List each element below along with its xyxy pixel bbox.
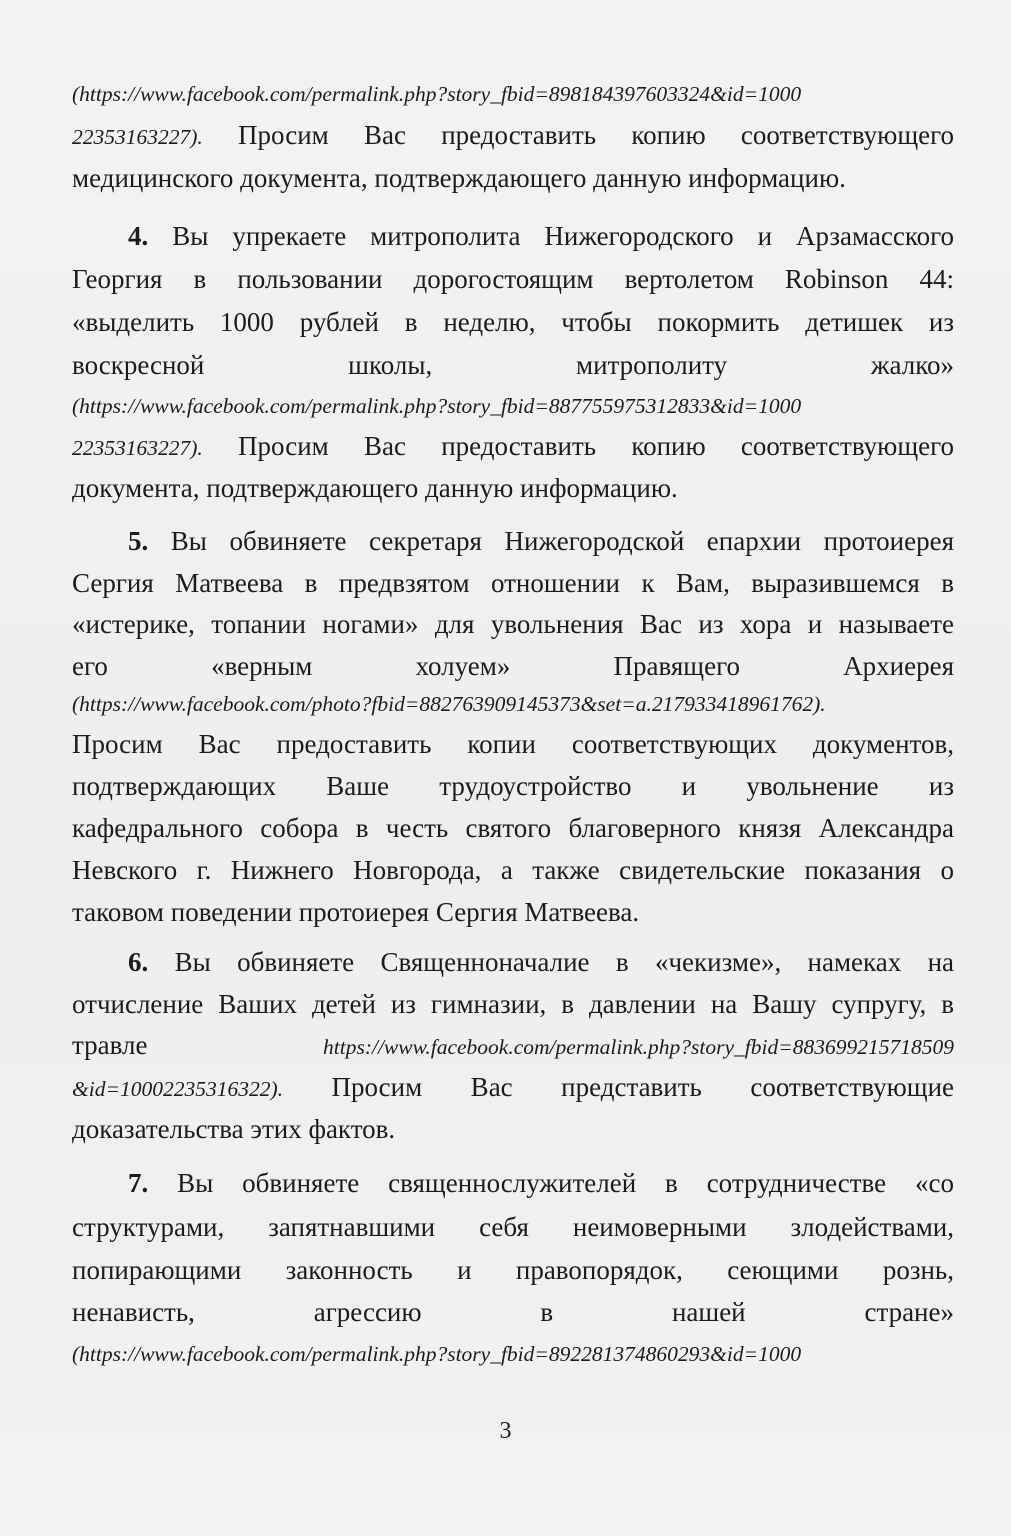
text-line <box>72 115 954 155</box>
text-line: попирающими законность и правопорядок, сеющими рознь, <box>72 1255 954 1285</box>
text-line: его «верным холуем» Правящего Архиерея <box>72 651 954 681</box>
item-6-first-line <box>128 942 954 982</box>
text-line <box>72 1025 954 1065</box>
url-line: (https://www.facebook.com/permalink.php?story_fbid=887755975312833&id=1000 <box>72 394 802 418</box>
page-number: 3 <box>499 1418 512 1444</box>
text-fragment: травле <box>72 1030 148 1060</box>
text-line: Сергия Матвеева в предвзятом отношении к Вам, выразившемся в <box>72 568 954 598</box>
item-number: 7. <box>128 1168 149 1198</box>
text-line: Георгия в пользовании дорогостоящим вертолетом Robinson 44: <box>72 264 954 294</box>
text-line <box>72 1067 954 1107</box>
text-fragment: Вы упрекаете митрополита Нижегородского и Арзамасского <box>172 221 954 251</box>
url-fragment: 22353163227). <box>72 125 203 149</box>
text-line: Невского г. Нижнего Новгорода, а также свидетельские показания о <box>72 855 954 885</box>
item-number: 5. <box>128 526 149 556</box>
item-5-first-line <box>128 521 954 561</box>
text-line <box>72 426 954 466</box>
paragraph-end-line: документа, подтверждающего данную информацию. <box>72 473 678 503</box>
text-fragment: Просим Вас представить соответствующие <box>331 1072 954 1102</box>
text-fragment: Просим Вас предоставить копию соответствующего <box>238 431 954 461</box>
url-fragment: 22353163227). <box>72 436 203 460</box>
text-line: подтверждающих Ваше трудоустройство и увольнение из <box>72 771 954 801</box>
url-line: (https://www.facebook.com/permalink.php?story_fbid=898184397603324&id=1000 <box>72 82 802 106</box>
paragraph-end-line: медицинского документа, подтверждающего данную информацию. <box>72 163 846 193</box>
text-line: отчисление Ваших детей из гимназии, в давлении на Вашу супругу, в <box>72 989 954 1019</box>
url-line: (https://www.facebook.com/photo?fbid=882763909145373&set=a.217933418961762). <box>72 692 826 716</box>
url-fragment: https://www.facebook.com/permalink.php?story_fbid=883699215718509 <box>323 1035 954 1059</box>
item-7-first-line <box>128 1163 954 1203</box>
text-line: ненависть, агрессию в нашей стране» <box>72 1297 954 1327</box>
paragraph-end-line: доказательства этих фактов. <box>72 1114 396 1144</box>
text-line: «истерике, топании ногами» для увольнения Вас из хора и называете <box>72 609 954 639</box>
text-line: кафедрального собора в честь святого благоверного князя Александра <box>72 813 954 843</box>
url-fragment: &id=10002235316322). <box>72 1077 283 1101</box>
paragraph-end-line: таковом поведении протоиерея Сергия Матвеева. <box>72 897 640 927</box>
text-fragment: Вы обвиняете Священноначалие в «чекизме», намеках на <box>174 947 954 977</box>
item-number: 6. <box>128 947 149 977</box>
item-4-first-line <box>128 216 954 256</box>
text-line: воскресной школы, митрополиту жалко» <box>72 350 954 380</box>
url-line: (https://www.facebook.com/permalink.php?story_fbid=892281374860293&id=1000 <box>72 1342 802 1366</box>
text-line: «выделить 1000 рублей в неделю, чтобы покормить детишек из <box>72 307 954 337</box>
text-line: структурами, запятнавшими себя неимоверными злодействами, <box>72 1212 954 1242</box>
text-fragment: Просим Вас предоставить копию соответствующего <box>238 120 954 150</box>
text-fragment: Вы обвиняете священнослужителей в сотрудничестве «со <box>177 1168 954 1198</box>
item-number: 4. <box>128 221 149 251</box>
text-fragment: Вы обвиняете секретаря Нижегородской епархии протоиерея <box>170 526 954 556</box>
text-line: Просим Вас предоставить копии соответствующих документов, <box>72 729 954 759</box>
